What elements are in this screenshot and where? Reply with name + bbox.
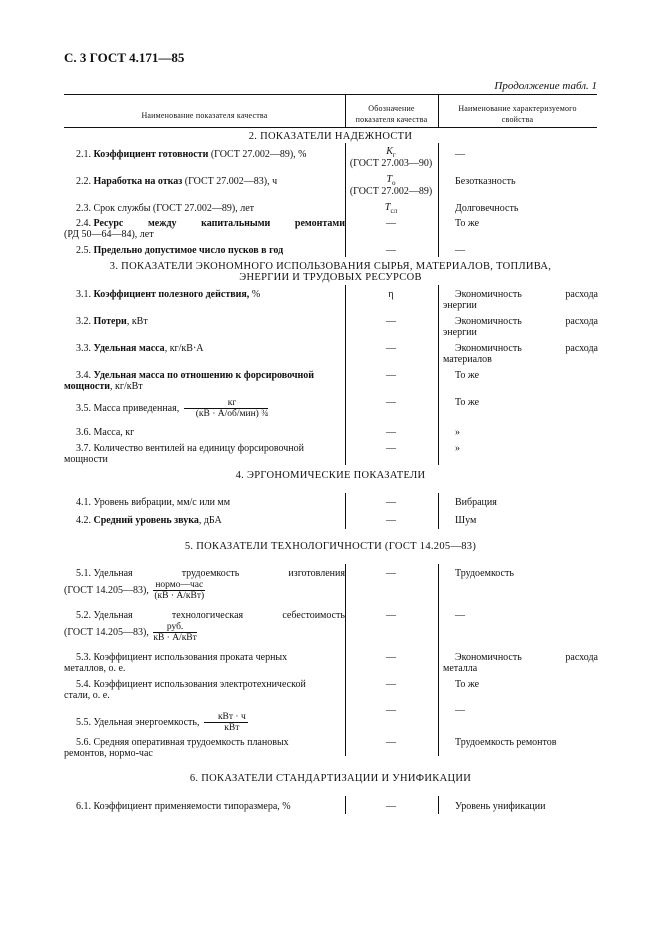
table-row-symbol: — <box>386 443 396 454</box>
table-row-name: 5.3. Коэффициент использования проката черных <box>76 652 288 663</box>
column-divider <box>438 796 439 814</box>
table-row-name-cont: стали, о. е. <box>64 690 110 701</box>
table-row-name: 3.2. Потери, кВт <box>76 316 148 327</box>
table-row-name-cont: ремонтов, нормо-час <box>64 748 153 759</box>
table-row-symbol: — <box>386 245 396 256</box>
table-row-symbol: $T_о$ <box>386 174 396 187</box>
table-row-symbol: $K_г$ <box>386 146 396 159</box>
table-row-name: 2.1. Коэффициент готовности (ГОСТ 27.002—89), % <box>76 149 307 160</box>
table-row-name-cont: мощности <box>64 454 108 465</box>
table-row-name: 3.1. Коэффициент полезного действия, % <box>76 289 261 300</box>
table-row-name: 3.4. Удельная масса по отношению к форсировочной <box>76 370 315 381</box>
column-header-property: свойства <box>501 115 534 124</box>
table-row-property: Долговечность <box>455 203 519 214</box>
section-heading: 5. ПОКАЗАТЕЛИ ТЕХНОЛОГИЧНОСТИ (ГОСТ 14.205—83) <box>184 541 477 552</box>
table-row-property: Экономичность расхода <box>455 289 598 300</box>
page-header: С. 3 ГОСТ 4.171—85 <box>64 50 185 65</box>
table-row-property-cont: энергии <box>443 300 477 311</box>
table-row-symbol: — <box>386 316 396 327</box>
table-row-property: То же <box>455 397 480 408</box>
formula-fraction: $\frac{\text{нормо—час}}{\text{(кВ · А/кВт)}}$ <box>154 580 205 601</box>
table-row-property: — <box>455 610 465 621</box>
table-top-rule <box>64 94 597 95</box>
table-row-property: Безотказность <box>455 176 516 187</box>
table-row-name: 3.3. Удельная масса, кг/кВ·А <box>76 343 204 354</box>
table-row-property: Уровень унификации <box>455 801 546 812</box>
table-row-symbol: — <box>386 343 396 354</box>
table-row-name: 3.6. Масса, кг <box>76 427 135 438</box>
table-row-name: 4.1. Уровень вибрации, мм/с или мм <box>76 497 231 508</box>
column-header-name: Наименование показателя качества <box>141 111 268 120</box>
section-heading: 2. ПОКАЗАТЕЛИ НАДЕЖНОСТИ <box>248 131 413 142</box>
table-row-property: То же <box>455 370 480 381</box>
table-row-symbol: — <box>386 218 396 229</box>
table-row-property: — <box>455 149 465 160</box>
table-row-name: 2.5. Предельно допустимое число пусков в год <box>76 245 284 256</box>
column-divider <box>438 564 439 756</box>
table-row-name: 5.2. Удельная технологическая себестоимость <box>76 610 345 621</box>
column-divider <box>438 143 439 257</box>
table-row-property-cont: энергии <box>443 327 477 338</box>
table-row-symbol: — <box>386 568 396 579</box>
table-row-symbol: — <box>386 652 396 663</box>
table-row-property: — <box>455 705 465 716</box>
table-row-name-cont: (ГОСТ 14.205—83), $\frac{\text{руб.}}{\text{кВ · А/кВт}}$ <box>64 622 197 643</box>
table-row-name: 5.5. Удельная энергоемкость, $\frac{\text{кВт · ч}}{\text{кВт}}$ <box>76 712 246 733</box>
formula-fraction: $\frac{кг}{\text{(кВ · А/об/мин) ¾}}$ <box>184 398 269 419</box>
table-row-name: 3.5. Масса приведенная, $\frac{кг}{\text{(кВ · А/об/мин) ¾}}$ <box>76 398 269 419</box>
column-divider <box>438 493 439 529</box>
table-row-symbol: — <box>386 497 396 508</box>
table-row-property: То же <box>455 679 480 690</box>
table-row-property-cont: материалов <box>443 354 492 365</box>
column-header-symbol: показателя качества <box>355 115 428 124</box>
section-heading: ЭНЕРГИИ И ТРУДОВЫХ РЕСУРСОВ <box>239 272 422 283</box>
table-row-symbol: — <box>386 679 396 690</box>
table-row-symbol: — <box>386 737 396 748</box>
table-row-name-cont: мощности, кг/кВт <box>64 381 143 392</box>
formula-fraction: $\frac{\text{руб.}}{\text{кВ · А/кВт}}$ <box>153 622 197 643</box>
table-row-symbol: η <box>388 289 394 300</box>
table-row-name: 4.2. Средний уровень звука, дБА <box>76 515 222 526</box>
column-divider <box>438 285 439 465</box>
table-row-property: » <box>455 427 460 438</box>
table-row-property: Вибрация <box>455 497 497 508</box>
table-row-symbol-ref: (ГОСТ 27.002—89) <box>349 186 433 197</box>
table-row-property: Трудоемкость <box>455 568 514 579</box>
table-row-name-cont: металлов, о. е. <box>64 663 126 674</box>
table-row-name: 5.6. Средняя оперативная трудоемкость плановых <box>76 737 289 748</box>
table-row-symbol: — <box>386 427 396 438</box>
table-row-name: 2.4. Ресурс между капитальными ремонтами <box>76 218 345 229</box>
table-row-name: 6.1. Коэффициент применяемости типоразмера, % <box>76 801 291 812</box>
table-row-property: Экономичность расхода <box>455 343 598 354</box>
table-row-symbol: — <box>386 397 396 408</box>
table-row-property: Шум <box>455 515 477 526</box>
table-row-name: 5.4. Коэффициент использования электротехнической <box>76 679 306 690</box>
table-row-symbol-ref: (ГОСТ 27.003—90) <box>349 158 433 169</box>
table-row-property-cont: металла <box>443 663 478 674</box>
table-row-property: Экономичность расхода <box>455 316 598 327</box>
table-row-symbol: $T_{сл}$ <box>384 202 398 215</box>
column-header-property: Наименование характеризуемого <box>458 104 577 113</box>
table-row-symbol: — <box>386 610 396 621</box>
table-row-property: То же <box>455 218 480 229</box>
column-header-symbol: Обозначение <box>368 104 415 113</box>
table-row-name-cont: (РД 50—64—84), лет <box>64 229 154 240</box>
table-row-name-cont: (ГОСТ 14.205—83), $\frac{\text{нормо—час}}{\text{(кВ · А/кВт)}}$ <box>64 580 205 601</box>
table-row-property: » <box>455 443 460 454</box>
table-continuation-note: Продолжение табл. 1 <box>494 80 597 92</box>
table-row-property: Трудоемкость ремонтов <box>455 737 557 748</box>
section-heading: 3. ПОКАЗАТЕЛИ ЭКОНОМНОГО ИСПОЛЬЗОВАНИЯ СЫРЬЯ, МАТЕРИАЛОВ, ТОПЛИВА, <box>109 261 552 272</box>
table-row-symbol: — <box>386 801 396 812</box>
table-row-symbol: — <box>386 705 396 716</box>
formula-fraction: $\frac{\text{кВт · ч}}{\text{кВт}}$ <box>204 712 248 733</box>
table-row-property: — <box>455 245 465 256</box>
table-row-symbol: — <box>386 370 396 381</box>
header-bottom-rule <box>64 127 597 128</box>
table-row-property: Экономичность расхода <box>455 652 598 663</box>
table-row-name: 2.3. Срок службы (ГОСТ 27.002—89), лет <box>76 203 255 214</box>
table-row-name: 2.2. Наработка на отказ (ГОСТ 27.002—83), ч <box>76 176 278 187</box>
table-row-name: 3.7. Количество вентилей на единицу форсировочной <box>76 443 305 454</box>
table-row-name: 5.1. Удельная трудоемкость изготовления <box>76 568 345 579</box>
section-heading: 4. ЭРГОНОМИЧЕСКИЕ ПОКАЗАТЕЛИ <box>235 470 426 481</box>
table-row-symbol: — <box>386 515 396 526</box>
section-heading: 6. ПОКАЗАТЕЛИ СТАНДАРТИЗАЦИИ И УНИФИКАЦИИ <box>189 773 472 784</box>
